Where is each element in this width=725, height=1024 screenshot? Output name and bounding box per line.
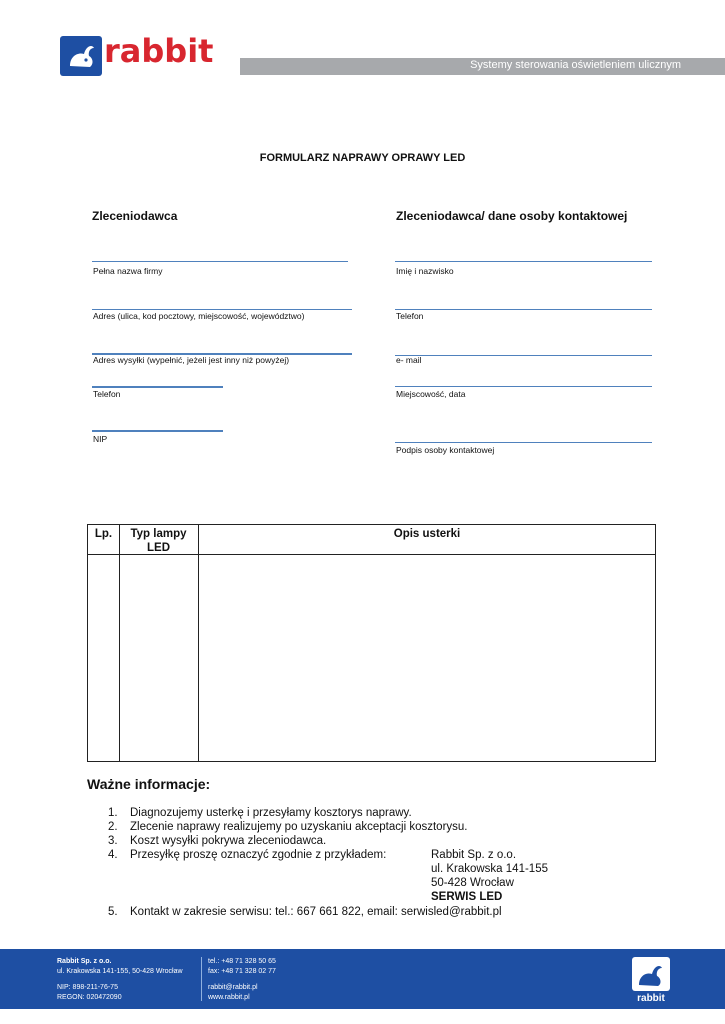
footer-logo (627, 957, 675, 1005)
footer (0, 949, 725, 1009)
col-header-type-line1: Typ lampy (130, 528, 187, 540)
email-field[interactable] (395, 355, 652, 356)
info-item-text: Zlecenie naprawy realizujemy po uzyskaniu akceptacji kosztorysu. (130, 821, 468, 833)
company-name-field[interactable] (92, 261, 348, 262)
contact-heading: Zleceniodawca/ dane osoby kontaktowej (396, 209, 628, 223)
info-item-text: Diagnozujemy usterkę i przesyłamy kosztorys naprawy. (130, 807, 412, 819)
info-item-number: 4. (108, 849, 118, 861)
info-item-number: 5. (108, 906, 118, 918)
footer-divider (201, 957, 202, 1001)
footer-street: ul. Krakowska 141-155, 50-428 Wrocław (57, 968, 183, 975)
col-header-description: Opis usterki (393, 528, 461, 540)
info-item-number: 3. (108, 835, 118, 847)
type-cell[interactable] (120, 555, 198, 761)
address-label: Adres (ulica, kod pocztowy, miejscowość, województwo) (93, 311, 305, 321)
signature-field[interactable] (395, 442, 652, 443)
footer-email[interactable]: rabbit@rabbit.pl (208, 984, 258, 991)
description-cell[interactable] (199, 555, 655, 761)
col-header-type (119, 527, 198, 555)
contact-phone-field[interactable] (395, 309, 652, 310)
shipping-address-label: Adres wysyłki (wypełnić, jeżeli jest inny niż powyżej) (93, 355, 290, 365)
client-phone-field[interactable] (92, 386, 223, 388)
email-label: e- mail (396, 355, 422, 365)
footer-company: Rabbit Sp. z o.o. (57, 958, 112, 965)
sample-address-line: Rabbit Sp. z o.o. (431, 849, 517, 861)
nip-field[interactable] (92, 430, 223, 432)
info-heading: Ważne informacje: (87, 776, 211, 792)
info-item-text: Koszt wysyłki pokrywa zleceniodawca. (130, 835, 327, 847)
place-date-label: Miejscowość, data (396, 389, 466, 399)
info-item-number: 2. (108, 821, 118, 833)
col-header-type-line2: LED (147, 542, 170, 554)
rabbit-logo-icon (60, 36, 102, 76)
contact-phone-label: Telefon (396, 311, 424, 321)
tagline: Systemy sterowania oświetleniem ulicznym (470, 59, 681, 71)
info-item-text: Kontakt w zakresie serwisu: tel.: 667 661 822, email: serwisled@rabbit.pl (130, 906, 502, 918)
footer-regon: REGON: 020472090 (57, 994, 122, 1001)
client-phone-label: Telefon (93, 389, 121, 399)
company-name-label: Pełna nazwa firmy (93, 266, 163, 276)
footer-www[interactable]: www.rabbit.pl (208, 994, 250, 1001)
brand-logo (60, 32, 216, 80)
sample-address-line: ul. Krakowska 141-155 (431, 863, 548, 875)
address-field[interactable] (92, 309, 352, 310)
footer-logo-text: rabbit (637, 993, 665, 1004)
contact-name-label: Imię i nazwisko (396, 266, 454, 276)
signature-label: Podpis osoby kontaktowej (396, 445, 495, 455)
footer-tel: tel.: +48 71 328 50 65 (208, 958, 276, 965)
place-date-field[interactable] (395, 386, 652, 387)
contact-name-field[interactable] (395, 261, 652, 262)
repair-table (87, 524, 656, 762)
info-item-number: 1. (108, 807, 118, 819)
nip-label: NIP (93, 434, 108, 444)
lp-cell[interactable] (88, 555, 119, 761)
info-item-text: Przesyłkę proszę oznaczyć zgodnie z przykładem: (130, 849, 387, 861)
footer-nip: NIP: 898-211-76-75 (57, 984, 118, 991)
col-header-lp: Lp. (94, 528, 113, 540)
rabbit-logo-icon (627, 957, 675, 993)
form-title: FORMULARZ NAPRAWY OPRAWY LED (259, 152, 466, 164)
client-heading: Zleceniodawca (92, 209, 178, 223)
sample-address-line: SERWIS LED (431, 891, 503, 903)
brand-name: rabbit (104, 32, 214, 70)
footer-fax: fax: +48 71 328 02 77 (208, 968, 276, 975)
sample-address-line: 50-428 Wrocław (431, 877, 514, 889)
tagline-bar (240, 58, 725, 75)
